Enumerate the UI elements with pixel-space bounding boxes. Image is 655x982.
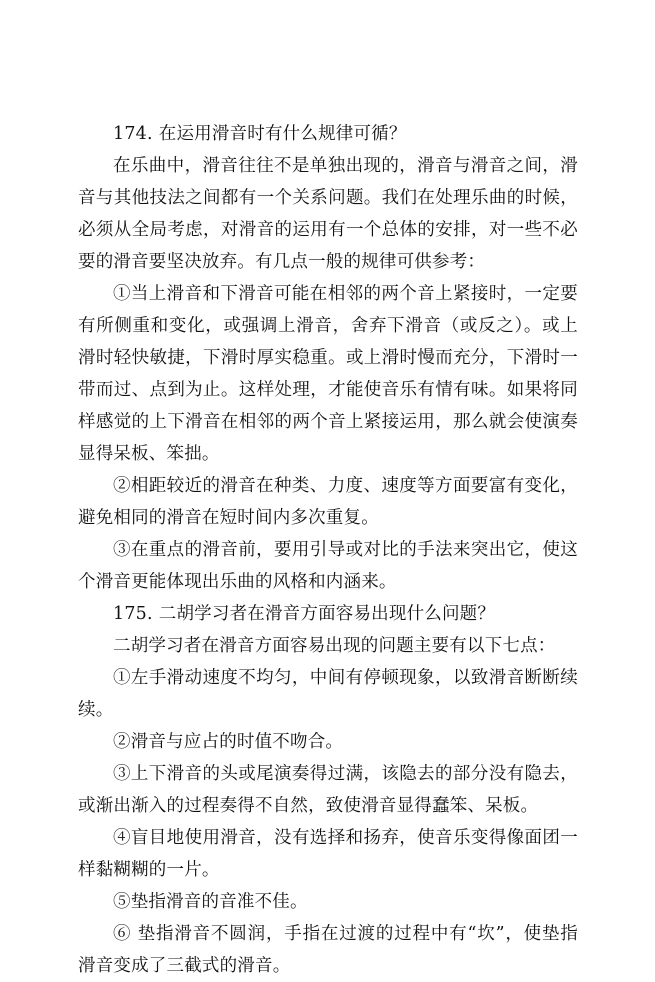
question-174-number: 174. — [113, 124, 153, 144]
q175-paragraph-problem-1: ①左手滑动速度不均匀，中间有停顿现象，以致滑音断断续续。 — [78, 668, 578, 720]
q174-paragraph-rule-2: ②相距较近的滑音在种类、力度、速度等方面要富有变化，避免相同的滑音在短时间内多次重复。 — [78, 476, 578, 528]
q174-paragraph-intro: 在乐曲中，滑音往往不是单独出现的，滑音与滑音之间，滑音与其他技法之间都有一个关系问题。我们在处理乐曲的时候，必须从全局考虑，对滑音的运用有一个总体的安排，对一些不必要的滑音要坚决放弃。有几点一般的规律可供参考： — [78, 156, 578, 272]
question-175-title: 二胡学习者在滑音方面容易出现什么问题？ — [158, 604, 496, 624]
question-174-heading — [78, 118, 578, 150]
q174-paragraph-rule-1: ①当上滑音和下滑音可能在相邻的两个音上紧接时，一定要有所侧重和变化，或强调上滑音，舍弃下滑音（或反之）。或上滑时轻快敏捷，下滑时厚实稳重。或上滑时慢而充分，下滑时一带而过、点到为止。这样处理，才能使音乐有情有味。如果将同样感觉的上下滑音在相邻的两个音上紧接运用，那么就会使演奏显得呆板、笨拙。 — [78, 284, 578, 464]
question-175-heading — [78, 598, 578, 630]
q175-paragraph-problem-4: ④盲目地使用滑音，没有选择和扬弃，使音乐变得像面团一样黏糊糊的一片。 — [78, 828, 578, 880]
q175-paragraph-problem-5: ⑤垫指滑音的音准不佳。 — [113, 892, 308, 912]
q175-paragraph-intro: 二胡学习者在滑音方面容易出现的问题主要有以下七点： — [113, 636, 556, 656]
document-body — [78, 118, 578, 982]
question-175-number: 175. — [113, 604, 153, 624]
q175-paragraph-problem-3: ③上下滑音的头或尾演奏得过满，该隐去的部分没有隐去，或渐出渐入的过程奏得不自然，致使滑音显得蠢笨、呆板。 — [78, 764, 578, 816]
q175-paragraph-problem-6: ⑥ 垫指滑音不圆润，手指在过渡的过程中有“坎”，使垫指滑音变成了三截式的滑音。 — [78, 924, 578, 976]
q175-paragraph-problem-2: ②滑音与应占的时值不吻合。 — [113, 732, 344, 752]
question-174-title: 在运用滑音时有什么规律可循？ — [158, 124, 407, 144]
q174-paragraph-rule-3: ③在重点的滑音前，要用引导或对比的手法来突出它，使这个滑音更能体现出乐曲的风格和内涵来。 — [78, 540, 578, 592]
